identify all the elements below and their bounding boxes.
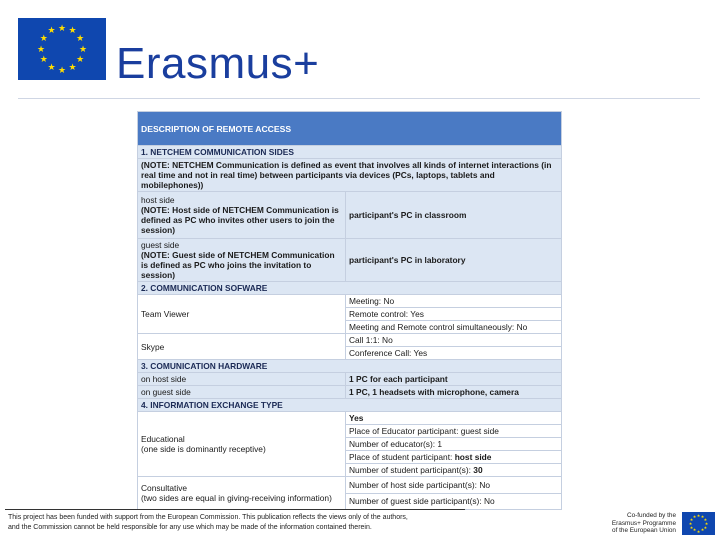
section-2-heading: 2. COMMUNICATION SOFWARE	[138, 282, 562, 295]
eu-star-icon: ★	[689, 524, 694, 530]
table-row	[138, 373, 562, 386]
educational-label: Educational	[141, 434, 185, 444]
eu-star-icon: ★	[688, 520, 693, 526]
table-title: DESCRIPTION OF REMOTE ACCESS	[138, 112, 562, 146]
guest-side-label: guest side	[141, 240, 180, 250]
table-row	[138, 192, 562, 239]
guest-side-note: (NOTE: Guest side of NETCHEM Communication is defined as PC who joins the invitation to session)	[141, 250, 335, 280]
section-1-note: (NOTE: NETCHEM Communication is defined as event that involves all kinds of internet interactions (in real time and not in real time) between participants via devices (PCs, laptops, tablets and mobilephones))	[138, 159, 562, 192]
cofund-line-2: Erasmus+ Programme	[611, 519, 676, 527]
eu-flag-icon	[18, 18, 106, 80]
hardware-guest-label: on guest side	[138, 386, 346, 399]
table-row	[138, 334, 562, 347]
skype-conference: Conference Call: Yes	[346, 347, 562, 360]
team-viewer-meeting: Meeting: No	[346, 295, 562, 308]
educational-cell	[138, 412, 346, 477]
remote-access-table	[137, 111, 561, 510]
table-row	[138, 477, 562, 494]
student-count	[346, 464, 562, 477]
eu-star-icon: ★	[703, 524, 708, 530]
section-heading-row	[138, 360, 562, 373]
header-divider	[18, 98, 700, 99]
eu-star-icon: ★	[68, 61, 77, 72]
eu-star-icon: ★	[76, 54, 85, 64]
eu-star-icon: ★	[703, 516, 708, 522]
section-4-heading: 4. INFORMATION EXCHANGE TYPE	[138, 399, 562, 412]
cofunded-label	[596, 512, 676, 535]
eu-star-icon: ★	[700, 527, 705, 533]
cofund-line-3: of the European Union	[612, 527, 676, 534]
brand-logo-text: Erasmus+	[116, 39, 320, 88]
table-row	[138, 412, 562, 425]
eu-star-icon: ★	[692, 513, 697, 519]
table-title-row	[138, 112, 562, 146]
consultative-guest-count: Number of guest side participant(s): No	[346, 493, 562, 510]
eu-star-icon: ★	[47, 25, 56, 36]
hardware-host-value: 1 PC for each participant	[346, 373, 562, 386]
educational-note: (one side is dominantly receptive)	[141, 444, 266, 454]
eu-star-icon: ★	[696, 512, 701, 518]
host-side-note: (NOTE: Host side of NETCHEM Communication is defined as PC who invites other users to join the session)	[141, 205, 339, 235]
consultative-cell	[138, 477, 346, 510]
host-side-value: participant's PC in classroom	[346, 192, 562, 239]
eu-star-icon: ★	[68, 25, 77, 36]
eu-star-icon: ★	[76, 33, 85, 43]
eu-star-icon: ★	[57, 64, 67, 75]
skype-call: Call 1:1: No	[346, 334, 562, 347]
team-viewer-remote: Remote control: Yes	[346, 308, 562, 321]
eu-star-icon: ★	[689, 516, 694, 522]
footer-disclaimer	[8, 513, 478, 533]
eu-star-icon: ★	[57, 22, 67, 33]
host-side-label: host side	[141, 195, 175, 205]
eu-star-icon: ★	[692, 527, 697, 533]
eu-star-icon: ★	[700, 513, 705, 519]
table-row	[138, 295, 562, 308]
hardware-host-label: on host side	[138, 373, 346, 386]
eu-star-icon: ★	[47, 61, 56, 72]
student-place-prefix: Place of student participant:	[349, 452, 455, 462]
host-side-cell	[138, 192, 346, 239]
consultative-label: Consultative	[141, 483, 188, 493]
guest-side-value: participant's PC in laboratory	[346, 239, 562, 282]
table-row	[138, 386, 562, 399]
section-3-heading: 3. COMUNICATION HARDWARE	[138, 360, 562, 373]
section-heading-row	[138, 282, 562, 295]
consultative-note: (two sides are equal in giving-receiving information)	[141, 493, 332, 503]
disclaimer-line-1: This project has been funded with support from the European Commission. This publication reflects the views only of the authors,	[8, 514, 408, 521]
team-viewer-simultaneous: Meeting and Remote control simultaneously: No	[346, 321, 562, 334]
section-heading-row	[138, 399, 562, 412]
eu-flag-small-icon	[682, 512, 715, 535]
cofund-line-1: Co-funded by the	[626, 512, 676, 519]
eu-star-icon: ★	[696, 528, 701, 534]
section-1-heading: 1. NETCHEM COMMUNICATION SIDES	[138, 146, 562, 159]
guest-side-cell	[138, 239, 346, 282]
eu-star-icon: ★	[78, 43, 88, 54]
table-row	[138, 159, 562, 192]
student-count-value: 30	[473, 465, 483, 475]
footer-divider	[5, 509, 465, 510]
educational-yes: Yes	[346, 412, 562, 425]
eu-star-icon: ★	[39, 33, 48, 43]
eu-star-icon: ★	[36, 43, 46, 54]
team-viewer-label: Team Viewer	[138, 295, 346, 334]
disclaimer-line-2: and the Commission cannot be held responsible for any use which may be made of the information contained therein.	[8, 524, 372, 531]
table-row	[138, 239, 562, 282]
educator-place: Place of Educator participant: guest side	[346, 425, 562, 438]
student-place-value: host side	[454, 452, 492, 462]
educator-count: Number of educator(s): 1	[346, 438, 562, 451]
eu-star-icon: ★	[704, 520, 709, 526]
consultative-host-count: Number of host side participant(s): No	[346, 477, 562, 494]
section-heading-row	[138, 146, 562, 159]
eu-star-icon: ★	[39, 54, 48, 64]
skype-label: Skype	[138, 334, 346, 360]
hardware-guest-value: 1 PC, 1 headsets with microphone, camera	[346, 386, 562, 399]
student-place	[346, 451, 562, 464]
student-count-prefix: Number of student participant(s):	[349, 465, 474, 475]
